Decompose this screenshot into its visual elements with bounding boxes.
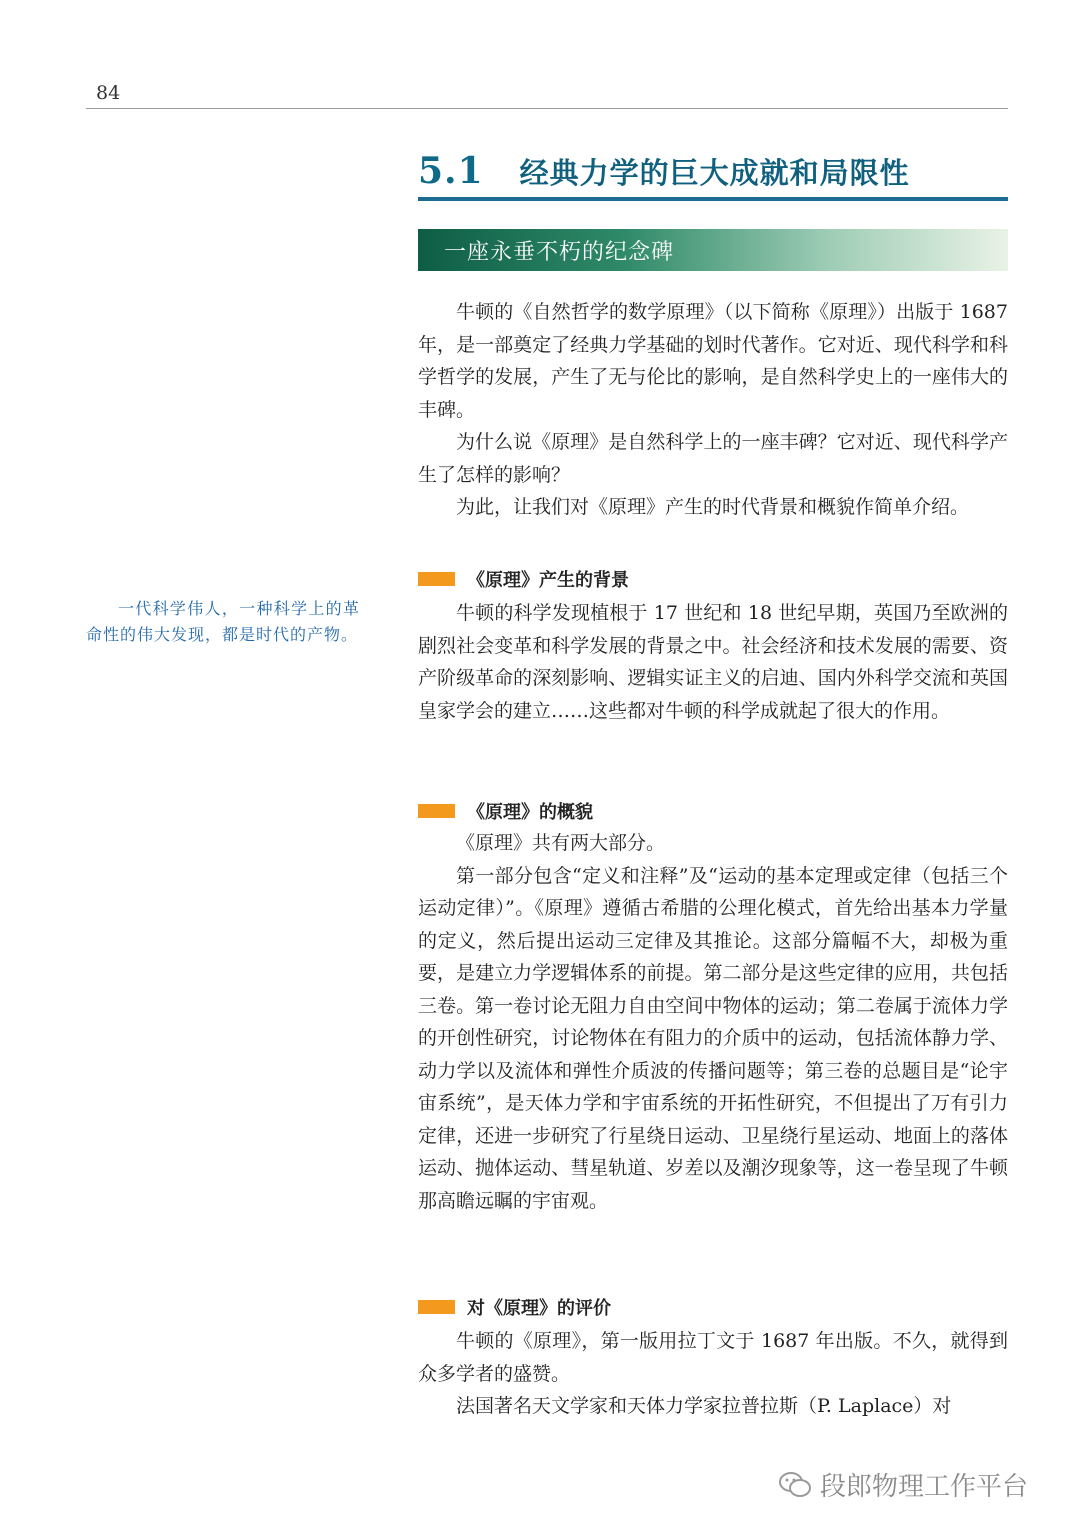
heading-text: 《原理》产生的背景 <box>467 570 629 591</box>
section-number: 5.1 <box>418 150 484 192</box>
section-header <box>418 150 1008 192</box>
section-rule <box>418 197 1008 201</box>
heading-marker <box>418 804 455 818</box>
page-number: 84 <box>96 82 121 104</box>
paragraph: 牛顿的《原理》，第一版用拉丁文于 1687 年出版。不久，就得到众多学者的盛赞。 <box>418 1330 1008 1385</box>
heading-evaluation <box>418 1294 1008 1320</box>
paragraph: 第一部分包含“定义和注释”及“运动的基本定理或定律（包括三个运动定律）”。《原理》遵循古希腊的公理化模式，首先给出基本力学量的定义，然后提出运动三定律及其推论。这部分篇幅不大，却极为重要，是建立力学逻辑体系的前提。第二部分是这些定律的应用，共包括三卷。第一卷讨论无阻力自由空间中物体的运动；第二卷属于流体力学的开创性研究，讨论物体在有阻力的介质中的运动，包括流体静力学、动力学以及流体和弹性介质波的传播问题等；第三卷的总题目是“论宇宙系统”，是天体力学和宇宙系统的开拓性研究，不但提出了万有引力定律，还进一步研究了行星绕日运动、卫星绕行星运动、地面上的落体运动、抛体运动、彗星轨道、岁差以及潮汐现象等，这一卷呈现了牛顿那高瞻远瞩的宇宙观。 <box>418 864 1008 1212</box>
subtitle-band <box>418 229 1008 271</box>
watermark-text: 段郎物理工作平台 <box>820 1472 1029 1502</box>
paragraph: 牛顿的科学发现植根于 17 世纪和 18 世纪早期，英国乃至欧洲的剧烈社会变革和科学发展的背景之中。社会经济和技术发展的需要、资产阶级革命的深刻影响、逻辑实证主义的启迪、国内外科学交流和英国皇家学会的建立……这些都对牛顿的科学成就起了很大的作用。 <box>418 602 1008 722</box>
paragraph: 《原理》共有两大部分。 <box>456 832 666 854</box>
paragraph: 法国著名天文学家和天体力学家拉普拉斯（P. Laplace）对 <box>456 1395 952 1417</box>
heading-overview <box>418 798 1008 824</box>
subtitle: 一座永垂不朽的纪念碑 <box>444 239 675 265</box>
watermark <box>778 1466 1028 1503</box>
header-rule <box>86 108 1008 109</box>
evaluation-text <box>418 1325 1008 1423</box>
overview-text <box>418 827 1008 1217</box>
section-title: 经典力学的巨大成就和局限性 <box>519 155 910 190</box>
chat-bubble-icon <box>778 1470 812 1500</box>
heading-text: 对《原理》的评价 <box>467 1298 611 1319</box>
paragraph: 为什么说《原理》是自然科学上的一座丰碑？它对近、现代科学产生了怎样的影响？ <box>418 431 1008 486</box>
heading-text: 《原理》的概貌 <box>467 802 593 823</box>
paragraph: 牛顿的《自然哲学的数学原理》（以下简称《原理》）出版于 1687 年，是一部奠定了经典力学基础的划时代著作。它对近、现代科学和科学哲学的发展，产生了无与伦比的影响，是自然科学史上的一座伟大的丰碑。 <box>418 301 1008 421</box>
heading-marker <box>418 572 455 586</box>
heading-background <box>418 566 1008 592</box>
paragraph: 为此，让我们对《原理》产生的时代背景和概貌作简单介绍。 <box>456 496 970 518</box>
intro-text <box>418 296 1008 524</box>
background-text <box>418 597 1008 727</box>
side-note: 一代科学伟人，一种科学上的革命性的伟大发现，都是时代的产物。 <box>86 599 360 644</box>
heading-marker <box>418 1300 455 1314</box>
